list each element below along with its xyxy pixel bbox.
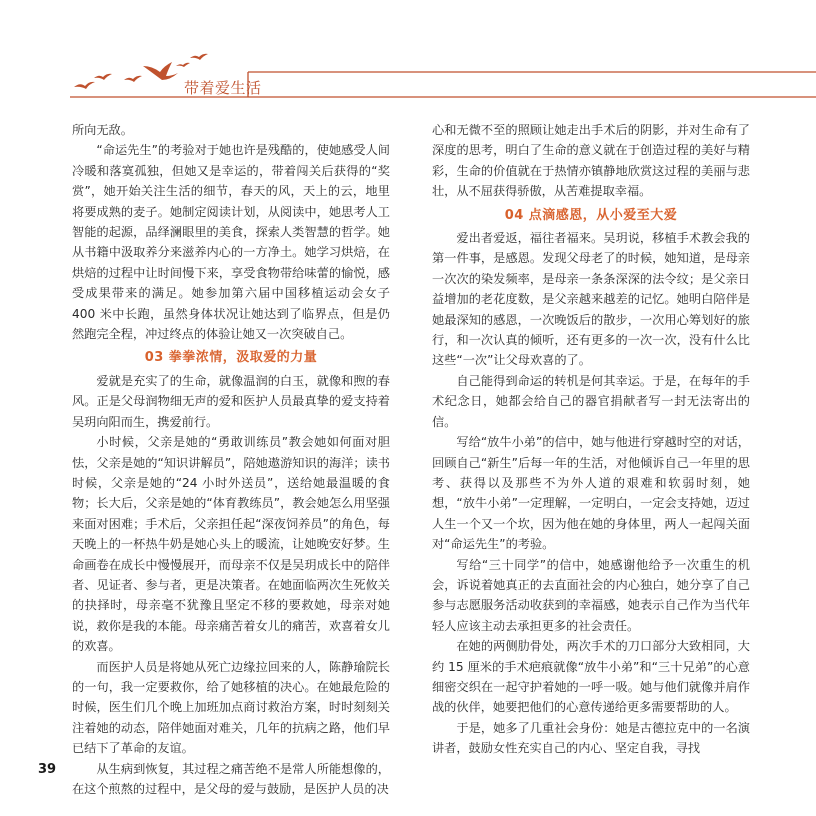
paragraph: 自己能得到命运的转机是何其幸运。于是，在每年的手术纪念日，她都会给自己的器官捐献者写一封无法寄出的信。 [432,373,750,429]
paragraph: 在她的两侧肋骨处，两次手术的刀口部分大致相同，大约 15 厘米的手术疤痕就像“放牛小弟”和“三十兄弟”的心意细密交织在一起守护着她的一呼一吸。她与他们就像并肩作战的伙伴，她要把他们的心意传递给更多需要帮助的人。 [432,639,750,715]
page-header [0,0,816,100]
paragraph: 所向无敌。 [72,123,133,137]
paragraph: 小时候，父亲是她的“勇敢训练员”教会她如何面对胆怯，父亲是她的“知识讲解员”，陪她遨游知识的海洋；读书时候，父亲是她的“24 小时外送员”，送给她最温暖的食物；长大后，父亲是她的“体育教练员”，教会她怎么用坚强来面对困难；手术后，父亲担任起“深夜饲养员”的角色，每天晚上的一杯热牛奶是她心头上的暖流，让她晚安好梦。生命画卷在成长中慢慢展开，而母亲不仅是吴玥成长中的陪伴者、见证者、参与者，更是决策者。在她面临两次生死攸关的抉择时，母亲毫不犹豫且坚定不移的要救她，母亲对她说，救你是我的本能。母亲痛苦着女儿的痛苦，欢喜着女儿的欢喜。 [72,435,390,654]
left-column [72,120,390,799]
paragraph: 爱就是充实了的生命，就像温润的白玉，就像和煦的春风。正是父母润物细无声的爱和医护人员最真挚的爱支持着吴玥向阳而生，携爱前行。 [72,373,390,429]
paragraph: 写给“三十同学”的信中，她感谢他给予一次重生的机会，诉说着她真正的去直面社会的内心独白，她分享了自己参与志愿服务活动收获到的幸福感，她表示自己作为当代年轻人应该主动去承担更多的社会责任。 [432,557,750,633]
section-title: 带着爱生活 [184,79,262,97]
paragraph: 从生病到恢复，其过程之痛苦绝不是常人所能想像的，在这个煎熬的过程中，是父母的爱与鼓励，是医护人员的决 [72,761,390,796]
paragraph: 写给“放牛小弟”的信中，她与他进行穿越时空的对话，回顾自己“新生”后每一年的生活，对他倾诉自己一年里的思考、获得以及那些不为外人道的艰难和软弱时刻，她想，“放牛小弟”一定理解，一定明白，一定会支持她，迈过人生一个又一个坎，因为他在她的身体里，两人一起闯关面对“命运先生”的考验。 [432,435,750,552]
paragraph: 爱出者爱返，福往者福来。吴玥说，移植手术教会我的第一件事，是感恩。发现父母老了的时候，她知道，是母亲一次次的染发频率，是母亲一条条深深的法令纹；是父亲日益增加的老花度数，是父亲越来越差的记忆。她明白陪伴是她最深知的感恩，一次晚饭后的散步，一次用心筹划好的旅行，和一次认真的倾听，还有更多的一次一次，没有什么比这些“一次”让父母欢喜的了。 [432,231,750,368]
right-column [432,120,750,759]
section-heading-03: 03 拳拳浓情，汲取爱的力量 [144,350,318,366]
paragraph: 心和无微不至的照顾让她走出手术后的阴影，并对生命有了深度的思考，明白了生命的意义就在于创造过程的美好与精彩，生命的价值就在于热情亦镇静地欣赏这过程的美丽与悲壮，从不屈获得骄傲，从苦难提取幸福。 [432,123,750,199]
paragraph: 于是，她多了几重社会身份：她是古德拉克中的一名演讲者，鼓励女性充实自己的内心、坚定自我，寻找 [432,720,750,756]
paragraph: “命运先生”的考验对于她也许是残酷的，使她感受人间冷暖和落寞孤独，但她又是幸运的，带着闯关后获得的“奖赏”，她开始关注生活的细节，春天的风，天上的云，地里将要成熟的麦子。她制定阅读计划，从阅读中，她思考人工智能的起源，品绎澜眼里的美食，探索人类智慧的哲学。她从书籍中汲取养分来滋养内心的一方净土。她学习烘焙，在烘焙的过程中让时间慢下来，享受食物带给味蕾的愉悦，感受成果带来的满足。她参加第六届中国移植运动会女子 400 米中长跑，虽然身体状况让她达到了临界点，但是仍然跑完全程，冲过终点的体验让她又一次突破自己。 [72,143,390,342]
section-heading-04: 04 点滴感恩，从小爱至大爱 [504,207,678,223]
paragraph: 而医护人员是将她从死亡边缘拉回来的人，陈静瑜院长的一句，我一定要救你，给了她移植的决心。在她最危险的时候，医生们几个晚上加班加点商讨救治方案，时时刻刻关注着她的动态，陪伴她面对难关，几年的抗病之路，他们早已结下了革命的友谊。 [72,659,390,756]
page-number: 39 [38,762,57,777]
flying-birds-icon [0,0,816,100]
